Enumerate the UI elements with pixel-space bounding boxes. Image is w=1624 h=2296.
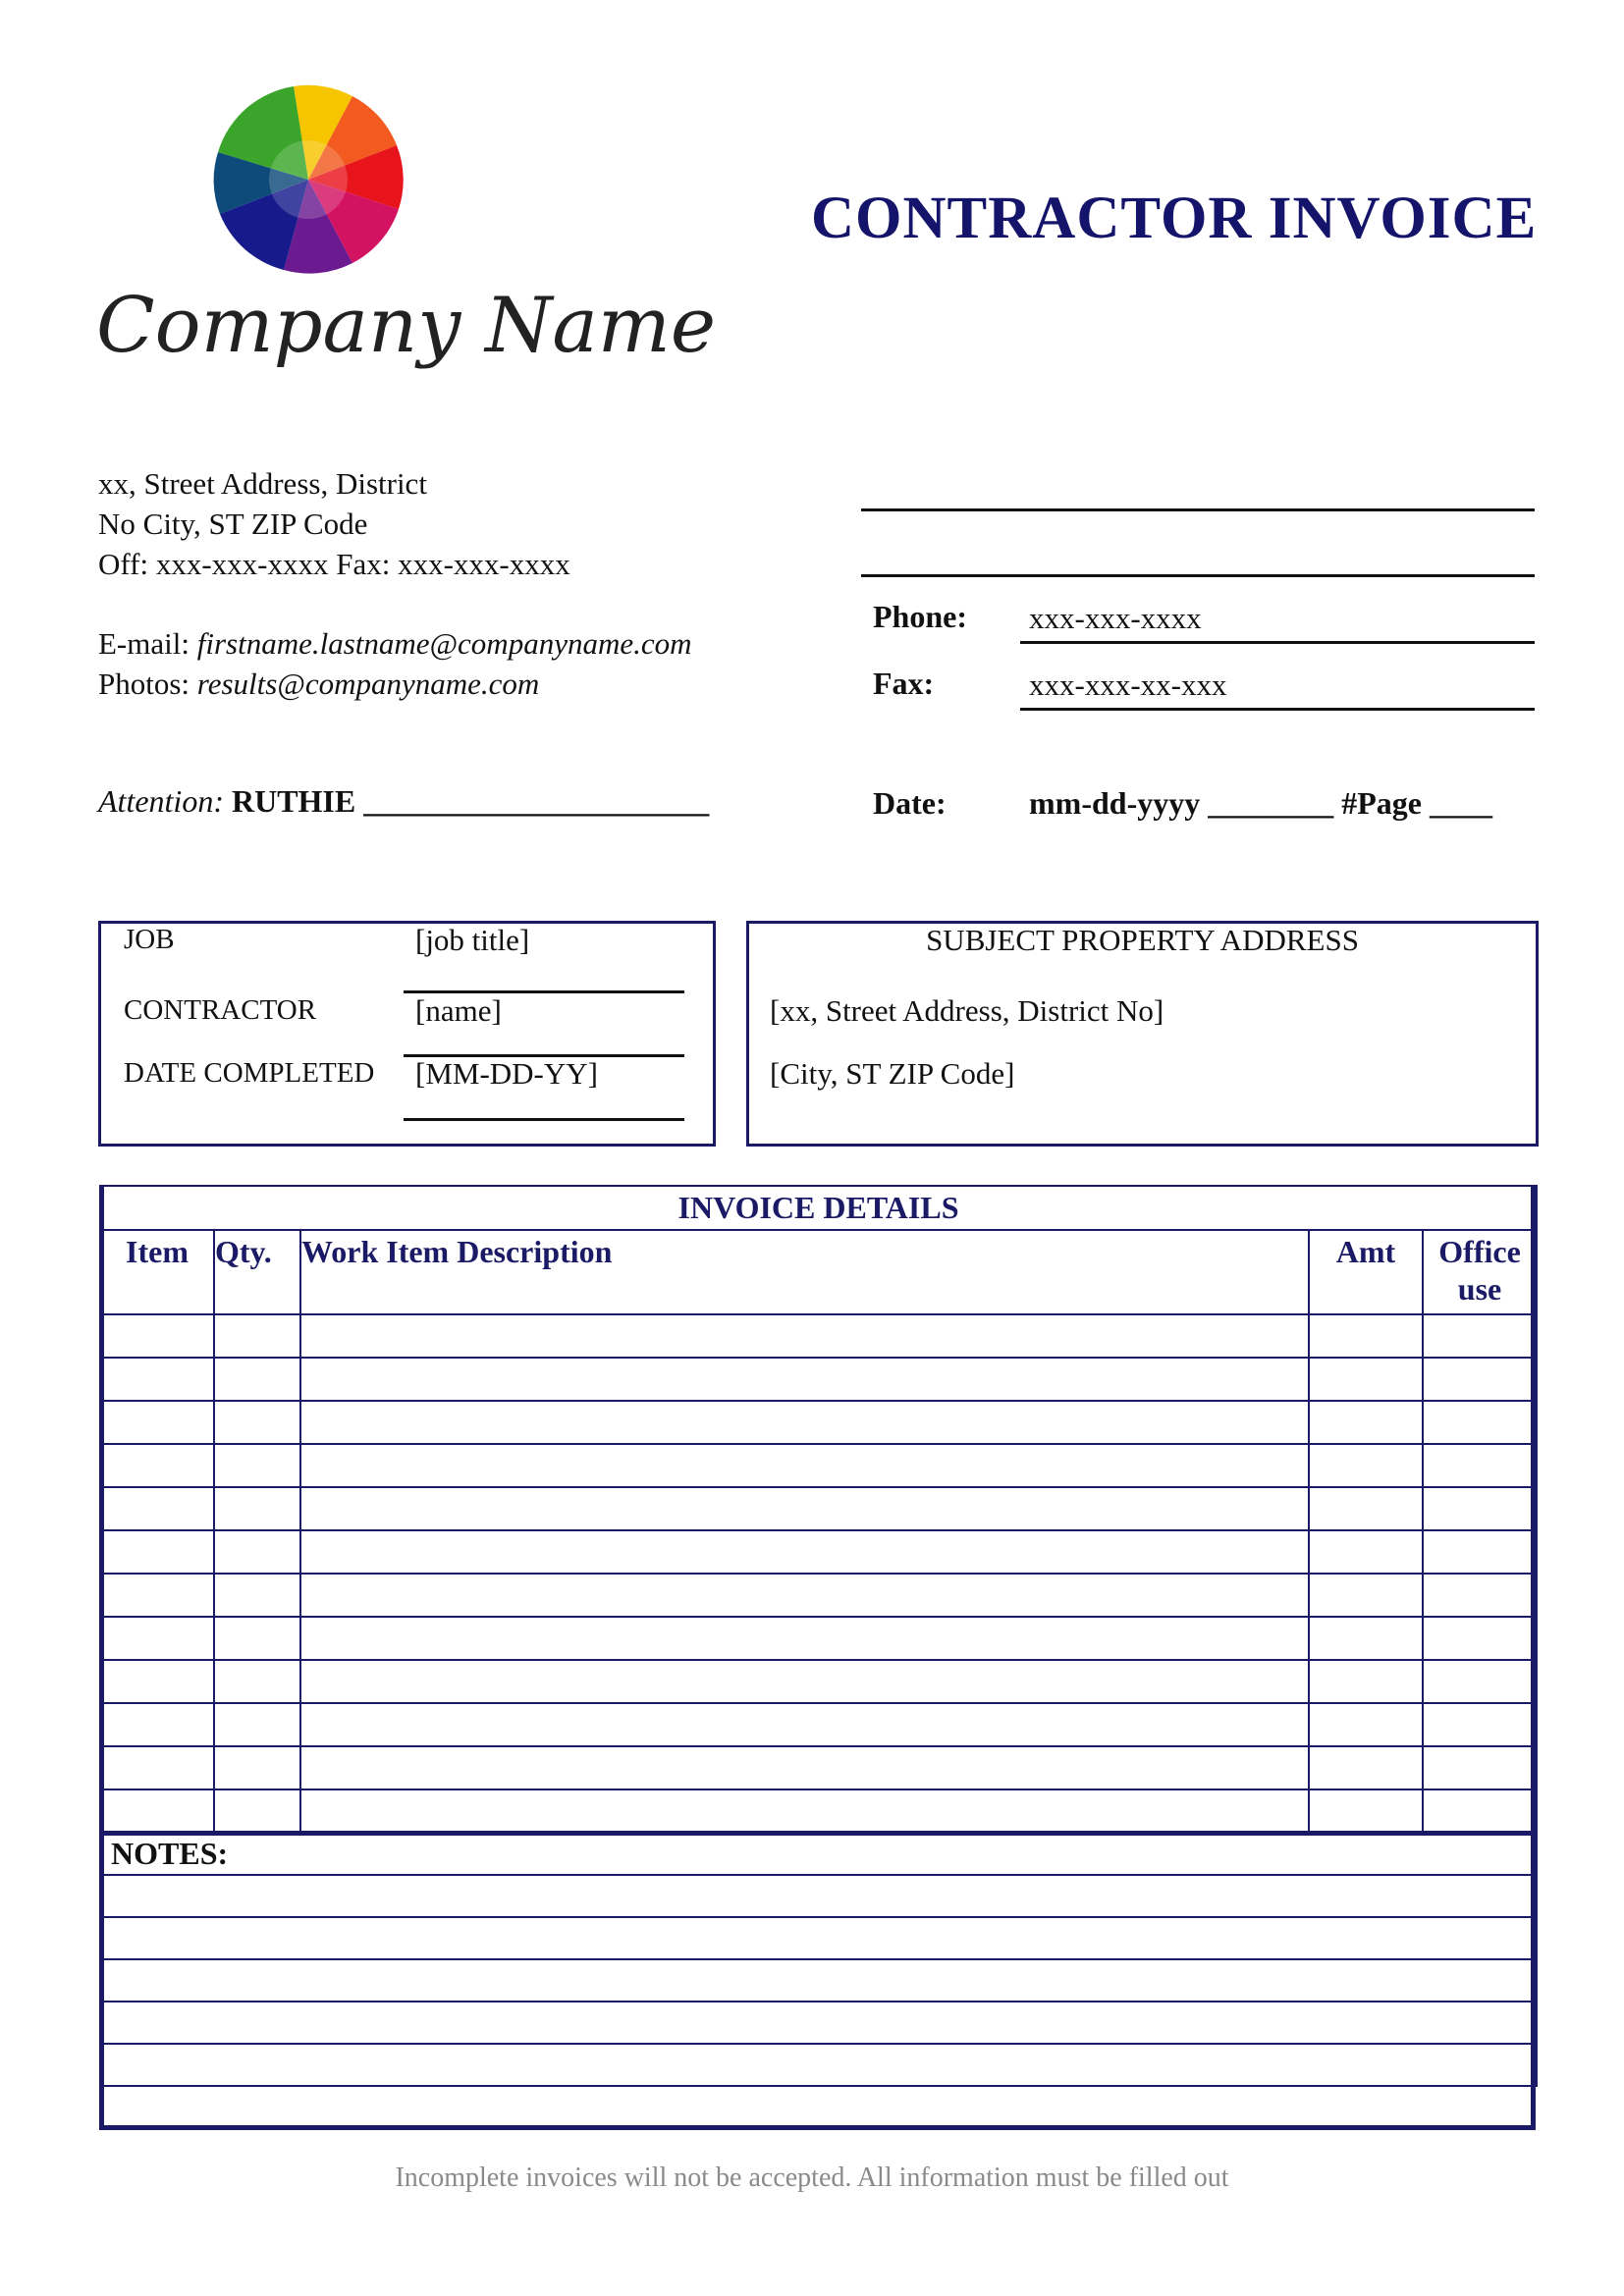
notes-line[interactable] [100, 1875, 1537, 1917]
qty-cell[interactable] [214, 1487, 300, 1530]
description-cell[interactable] [300, 1314, 1309, 1358]
notes-row [100, 1917, 1537, 1959]
qty-cell[interactable] [214, 1314, 300, 1358]
photos-line: Photos: results@companyname.com [98, 667, 540, 701]
description-cell[interactable] [300, 1574, 1309, 1617]
description-cell[interactable] [300, 1789, 1309, 1833]
notes-row [100, 1875, 1537, 1917]
description-cell[interactable] [300, 1487, 1309, 1530]
qty-cell[interactable] [214, 1789, 300, 1833]
amt-cell[interactable] [1309, 1530, 1423, 1574]
company-address [98, 463, 692, 704]
color-wheel-icon [94, 79, 717, 422]
table-row [100, 1530, 1537, 1574]
phone-underline [1020, 641, 1535, 644]
invoice-details-table [99, 1185, 1538, 2087]
notes-line[interactable] [100, 1959, 1537, 2002]
notes-row [100, 2002, 1537, 2044]
company-logo [94, 79, 717, 422]
col-header-description: Work Item Description [300, 1230, 1309, 1314]
address-line-2: No City, ST ZIP Code [98, 507, 368, 541]
qty-cell[interactable] [214, 1660, 300, 1703]
document-title: CONTRACTOR INVOICE [811, 186, 1538, 251]
phone-value[interactable]: xxx-xxx-xxxx [1029, 601, 1202, 635]
table-row [100, 1358, 1537, 1401]
email-line: E-mail: firstname.lastname@companyname.com [98, 626, 692, 661]
office-use-cell[interactable] [1423, 1617, 1537, 1660]
notes-row [100, 1959, 1537, 2002]
date-completed-underline [404, 1118, 684, 1121]
amt-cell[interactable] [1309, 1617, 1423, 1660]
office-use-cell[interactable] [1423, 1703, 1537, 1746]
amt-cell[interactable] [1309, 1789, 1423, 1833]
table-row [100, 1444, 1537, 1487]
attention-blank[interactable]: ______________________ [363, 783, 710, 819]
company-name-logotype: Company Name [96, 282, 717, 370]
item-cell[interactable] [100, 1530, 214, 1574]
attention-line [98, 783, 709, 820]
item-cell[interactable] [100, 1358, 214, 1401]
col-header-qty: Qty. [214, 1230, 300, 1314]
amt-cell[interactable] [1309, 1703, 1423, 1746]
table-row [100, 1487, 1537, 1530]
table-row [100, 1703, 1537, 1746]
qty-cell[interactable] [214, 1617, 300, 1660]
attention-label: Attention: [98, 783, 224, 819]
item-cell[interactable] [100, 1444, 214, 1487]
qty-cell[interactable] [214, 1703, 300, 1746]
email-value[interactable]: firstname.lastname@companyname.com [196, 626, 692, 661]
description-cell[interactable] [300, 1444, 1309, 1487]
table-row [100, 1574, 1537, 1617]
office-use-cell[interactable] [1423, 1530, 1537, 1574]
description-cell[interactable] [300, 1746, 1309, 1789]
office-use-cell[interactable] [1423, 1444, 1537, 1487]
address-line-1: xx, Street Address, District [98, 466, 427, 501]
property-address-line-2[interactable]: [City, ST ZIP Code] [770, 1056, 1015, 1091]
table-row [100, 1660, 1537, 1703]
notes-line[interactable] [100, 2044, 1537, 2086]
qty-cell[interactable] [214, 1358, 300, 1401]
description-cell[interactable] [300, 1530, 1309, 1574]
photos-email-value[interactable]: results@companyname.com [196, 667, 540, 701]
notes-line[interactable] [100, 2002, 1537, 2044]
amt-cell[interactable] [1309, 1487, 1423, 1530]
item-cell[interactable] [100, 1746, 214, 1789]
amt-cell[interactable] [1309, 1401, 1423, 1444]
description-cell[interactable] [300, 1660, 1309, 1703]
table-row [100, 1314, 1537, 1358]
office-use-cell[interactable] [1423, 1358, 1537, 1401]
contractor-label: CONTRACTOR [124, 994, 317, 1026]
footer-note: Incomplete invoices will not be accepted. All information must be filled out [395, 2163, 1229, 2193]
office-use-cell[interactable] [1423, 1746, 1537, 1789]
amt-cell[interactable] [1309, 1574, 1423, 1617]
item-cell[interactable] [100, 1401, 214, 1444]
item-cell[interactable] [100, 1487, 214, 1530]
col-header-office-use: Office use [1423, 1230, 1537, 1314]
description-cell[interactable] [300, 1358, 1309, 1401]
item-cell[interactable] [100, 1789, 214, 1833]
job-title-value[interactable]: [job title] [415, 923, 530, 957]
job-label: JOB [124, 924, 175, 955]
attention-name: RUTHIE [231, 783, 356, 819]
fax-label: Fax: [873, 666, 935, 701]
item-cell[interactable] [100, 1660, 214, 1703]
date-completed-label: DATE COMPLETED [124, 1057, 375, 1089]
phone-label: Phone: [873, 599, 967, 634]
office-use-cell[interactable] [1423, 1487, 1537, 1530]
qty-cell[interactable] [214, 1530, 300, 1574]
qty-cell[interactable] [214, 1444, 300, 1487]
item-cell[interactable] [100, 1617, 214, 1660]
item-cell[interactable] [100, 1574, 214, 1617]
office-fax-line: Off: xxx-xxx-xxxx Fax: xxx-xxx-xxxx [98, 547, 570, 581]
invoice-details-title: INVOICE DETAILS [100, 1186, 1537, 1230]
description-cell[interactable] [300, 1401, 1309, 1444]
office-use-cell[interactable] [1423, 1401, 1537, 1444]
col-header-amt: Amt [1309, 1230, 1423, 1314]
fax-underline [1020, 708, 1535, 711]
item-cell[interactable] [100, 1703, 214, 1746]
office-use-cell[interactable] [1423, 1314, 1537, 1358]
table-row [100, 1401, 1537, 1444]
qty-cell[interactable] [214, 1746, 300, 1789]
col-header-item: Item [100, 1230, 214, 1314]
recipient-line-2[interactable] [861, 574, 1535, 577]
contractor-name-value[interactable]: [name] [415, 993, 502, 1028]
property-address-line-1[interactable]: [xx, Street Address, District No] [770, 993, 1164, 1028]
notes-label: NOTES: [100, 1833, 1537, 1875]
date-page-value[interactable]: mm-dd-yyyy ________ #Page ____ [1029, 785, 1492, 821]
table-row [100, 1746, 1537, 1789]
office-use-cell[interactable] [1423, 1789, 1537, 1833]
amt-cell[interactable] [1309, 1746, 1423, 1789]
qty-cell[interactable] [214, 1574, 300, 1617]
amt-cell[interactable] [1309, 1444, 1423, 1487]
notes-line[interactable] [100, 1917, 1537, 1959]
property-box-title: SUBJECT PROPERTY ADDRESS [926, 923, 1359, 957]
office-use-cell[interactable] [1423, 1574, 1537, 1617]
qty-cell[interactable] [214, 1401, 300, 1444]
amt-cell[interactable] [1309, 1314, 1423, 1358]
office-use-cell[interactable] [1423, 1660, 1537, 1703]
amt-cell[interactable] [1309, 1358, 1423, 1401]
description-cell[interactable] [300, 1617, 1309, 1660]
table-row [100, 1617, 1537, 1660]
amt-cell[interactable] [1309, 1660, 1423, 1703]
notes-row [100, 2044, 1537, 2086]
description-cell[interactable] [300, 1703, 1309, 1746]
date-label: Date: [873, 785, 947, 821]
job-info-box [98, 921, 716, 1147]
recipient-line-1[interactable] [861, 508, 1535, 511]
fax-value[interactable]: xxx-xxx-xx-xxx [1029, 667, 1227, 702]
date-completed-value[interactable]: [MM-DD-YY] [415, 1056, 598, 1091]
table-row [100, 1789, 1537, 1833]
item-cell[interactable] [100, 1314, 214, 1358]
